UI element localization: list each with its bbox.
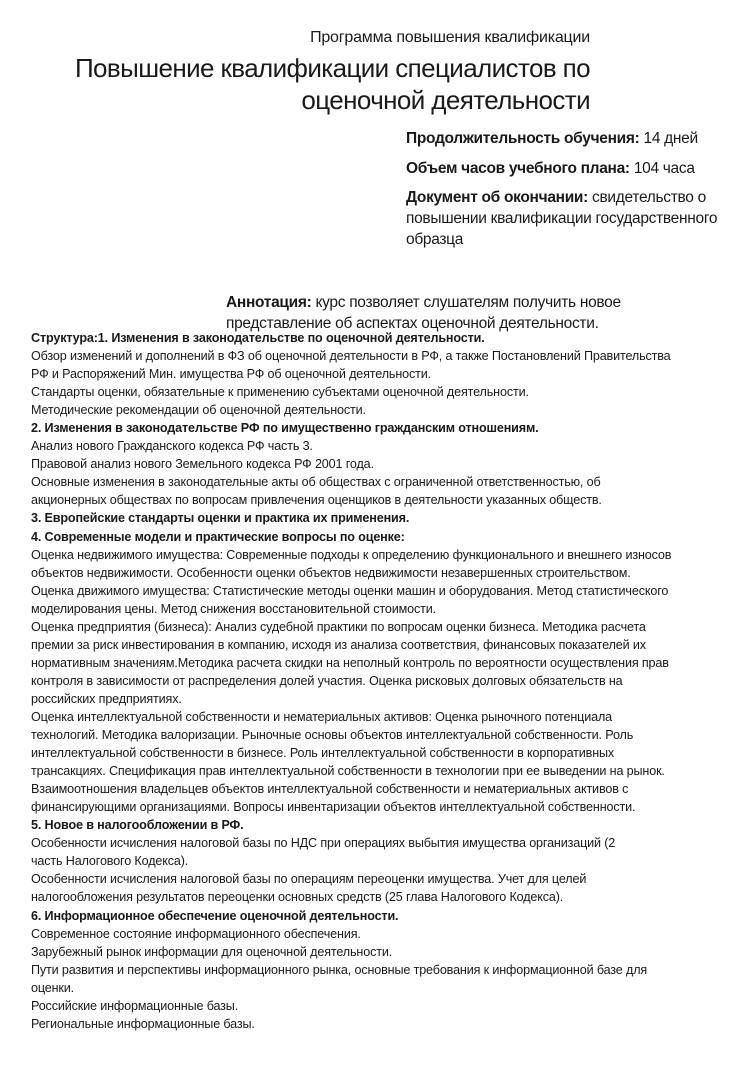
course-structure [31, 329, 731, 1033]
structure-line: объектов недвижимости. Особенности оценки объектов недвижимости незавершенных строительством. [31, 565, 631, 580]
structure-line: контроля в зависимости от распределения долей участия. Оценка рисковых долговых обязательств на [31, 673, 623, 688]
structure-line: нормативным значениям.Методика расчета скидки на неполный контроль по вероятности осуществления прав [31, 655, 669, 670]
structure-line: Российские информационные базы. [31, 998, 239, 1013]
section-heading: 2. Изменения в законодательстве РФ по имущественно гражданским отношениям. [31, 421, 539, 436]
structure-line: Анализ нового Гражданского кодекса РФ часть 3. [31, 439, 313, 454]
structure-line: Региональные информационные базы. [31, 1016, 255, 1031]
structure-line: моделирования цены. Метод снижения восстановительной стоимости. [31, 601, 436, 616]
hours-field [406, 158, 736, 179]
section-heading: 5. Новое в налогообложении в РФ. [31, 818, 244, 833]
structure-line: Зарубежный рынок информации для оценочной деятельности. [31, 944, 393, 959]
structure-line: Методические рекомендации об оценочной деятельности. [31, 403, 366, 418]
document-label: Документ об окончании: [406, 189, 589, 206]
annotation [226, 292, 666, 334]
structure-line: Современное состояние информационного обеспечения. [31, 926, 361, 941]
hours-value: 104 часа [633, 160, 695, 177]
structure-line: РФ и Распоряжений Мин. имущества РФ об оценочной деятельности. [31, 367, 431, 382]
structure-line: акционерных обществах по вопросам привлечения оценщиков в деятельности указанных обществ. [31, 493, 602, 508]
annotation-label: Аннотация: [226, 294, 312, 311]
structure-line: Особенности исчисления налоговой базы по НДС при операциях выбытия имущества организаций (2 [31, 836, 616, 851]
structure-line: Пути развития и перспективы информационного рынка, основные требования к информационной базе для [31, 962, 648, 977]
structure-line: Особенности исчисления налоговой базы по операциям переоценки имущества. Учет для целей [31, 872, 587, 887]
structure-line: Взаимоотношения владельцев объектов интеллектуальной собственности и нематериальных активов с [31, 782, 629, 797]
program-label-text: Программа повышения квалификации [310, 29, 590, 46]
structure-line: Оценка предприятия (бизнеса): Анализ судебной практики по вопросам оценки бизнеса. Методика расчета [31, 619, 646, 634]
structure-line: российских предприятиях. [31, 691, 182, 706]
structure-line: интеллектуальной собственности в бизнесе. Роль интеллектуальной собственности в корпоративных [31, 746, 615, 761]
structure-line: часть Налогового Кодекса). [31, 854, 189, 869]
annotation-text: курс позволяет слушателям получить новое представление об аспектах оценочной деятельности. [226, 294, 621, 332]
structure-line: Правовой анализ нового Земельного кодекса РФ 2001 года. [31, 457, 374, 472]
section-heading: 4. Современные модели и практические вопросы по оценке: [31, 529, 405, 544]
program-label [310, 29, 590, 47]
duration-value: 14 дней [643, 130, 698, 147]
document-value: свидетельство о повышении квалификации государственного образца [406, 189, 718, 248]
structure-line: финансирующими организациями. Вопросы инвентаризации объектов интеллектуальной собственности. [31, 800, 636, 815]
structure-line: налогообложения результатов переоценки основных средств (25 глава Налогового Кодекса). [31, 890, 564, 905]
structure-line: оценки. [31, 980, 75, 995]
structure-line: Обзор изменений и дополнений в ФЗ об оценочной деятельности в РФ, а также Постановлений Правительства [31, 349, 671, 364]
structure-line: Оценка недвижимого имущества: Современные подходы к определению функционального и внешнего износов [31, 547, 672, 562]
section-heading: 6. Информационное обеспечение оценочной деятельности. [31, 908, 399, 923]
page-title: Повышение квалификации специалистов по оценочной деятельности [74, 53, 590, 115]
structure-line: Основные изменения в законодательные акты об обществах с ограниченной ответственностью, об [31, 475, 601, 490]
section-heading: 3. Европейские стандарты оценки и практика их применения. [31, 511, 410, 526]
section-heading: Структура:1. Изменения в законодательстве по оценочной деятельности. [31, 331, 485, 345]
structure-line: Стандарты оценки, обязательные к применению субъектами оценочной деятельности. [31, 385, 529, 400]
structure-line: Оценка интеллектуальной собственности и нематериальных активов: Оценка рыночного потенциала [31, 709, 613, 724]
structure-line: премии за риск инвестирования в компанию, исходя из анализа соответствия, финансовых показателей их [31, 637, 646, 652]
structure-line: Оценка движимого имущества: Статистические методы оценки машин и оборудования. Метод статистического [31, 583, 669, 598]
duration-label: Продолжительность обучения: [406, 130, 640, 147]
structure-line: трансакциях. Спецификация прав интеллектуальной собственности в технологии при ее выведении на рынок. [31, 764, 665, 779]
duration-field [406, 128, 736, 149]
structure-line: технологий. Методика валоризации. Рыночные основы объектов интеллектуальной собственности. Роль [31, 728, 634, 743]
hours-label: Объем часов учебного плана: [406, 160, 630, 177]
document-field [406, 187, 736, 250]
